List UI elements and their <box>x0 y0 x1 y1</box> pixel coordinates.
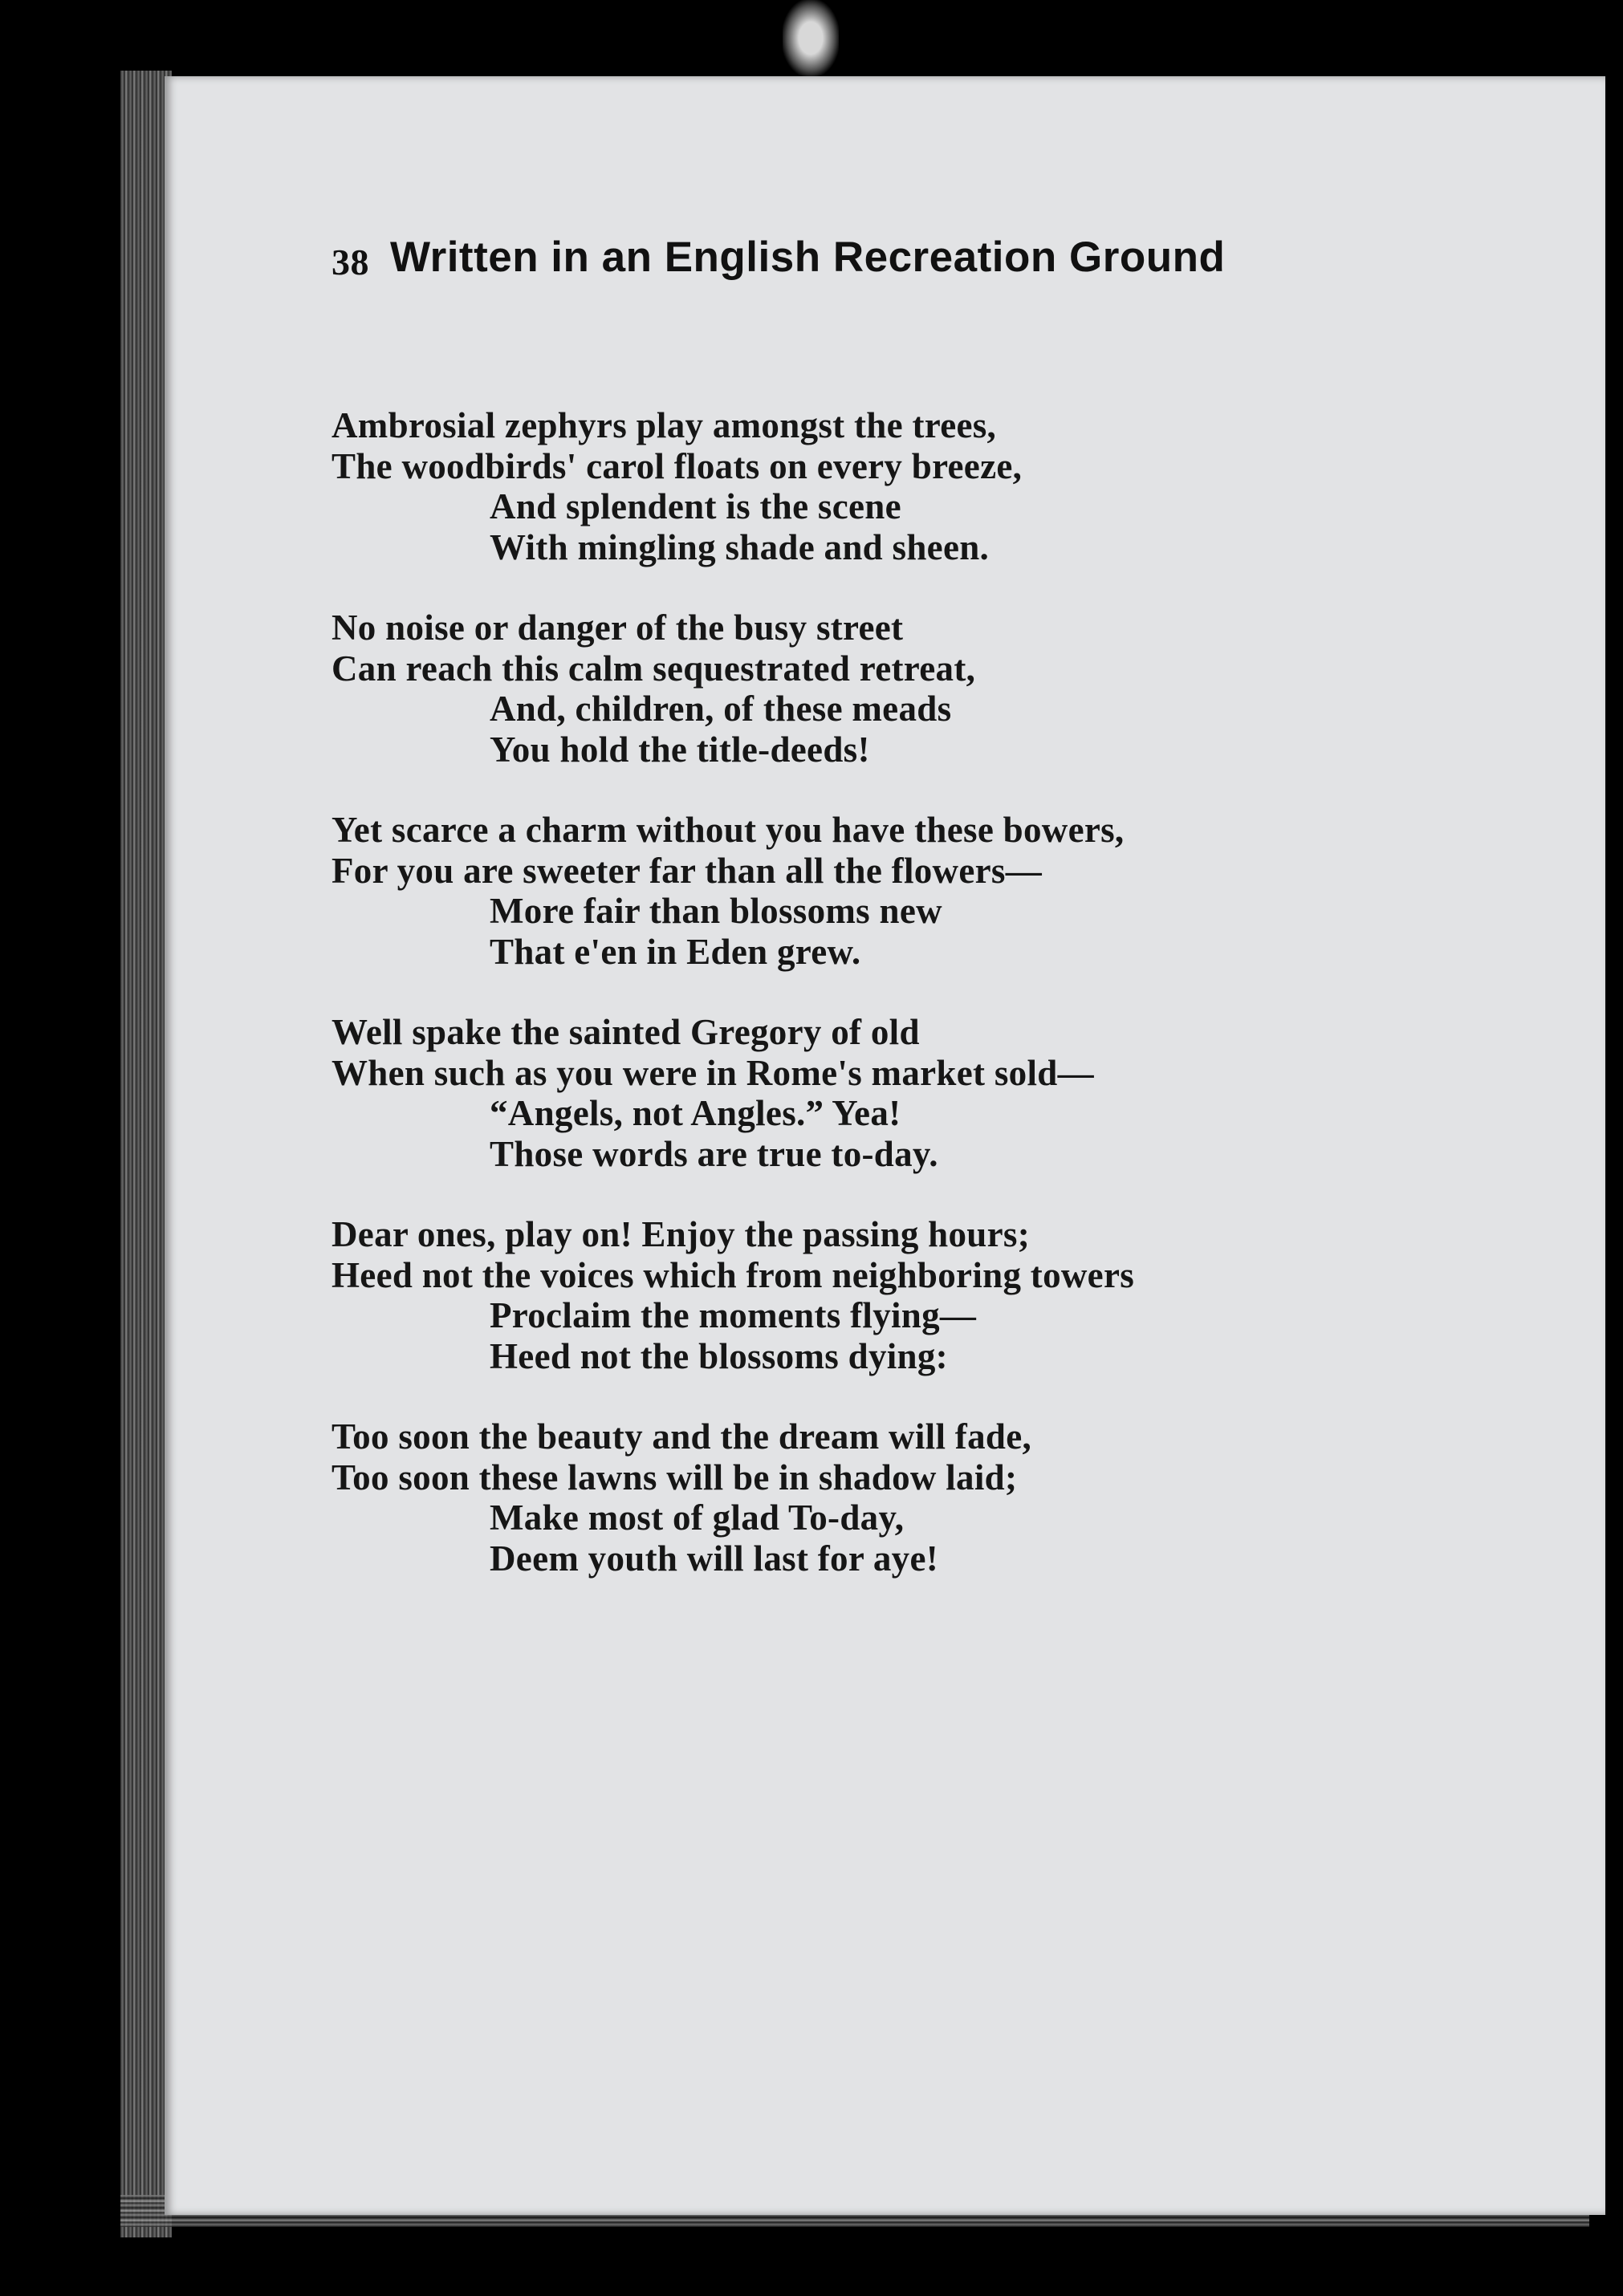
poem-line: Heed not the voices which from neighboring towers <box>332 1254 1135 1295</box>
page-number: 38 <box>332 242 369 282</box>
poem-line: Make most of glad To-day, <box>490 1497 905 1538</box>
stanza <box>332 1214 1455 1376</box>
poem-title: Written in an English Recreation Ground <box>390 234 1226 281</box>
poem-line: Heed not the blossoms dying: <box>490 1335 948 1376</box>
poem-line: More fair than blossoms new <box>490 891 942 931</box>
poem-line: “Angels, not Angles.” Yea! <box>490 1093 901 1133</box>
poem-line: For you are sweeter far than all the flowers— <box>332 850 1043 891</box>
poem-line: Deem youth will last for aye! <box>490 1538 939 1579</box>
poem-line: Those words are true to-day. <box>490 1133 938 1174</box>
poem-line: When such as you were in Rome's market sold— <box>332 1052 1094 1093</box>
poem-line: Can reach this calm sequestrated retreat, <box>332 648 976 689</box>
poem-line: The woodbirds' carol floats on every breeze, <box>332 445 1023 486</box>
stanza <box>332 608 1455 770</box>
poem-body <box>332 405 1455 1619</box>
poem-line: And splendent is the scene <box>490 486 901 526</box>
scan-artifact <box>783 0 839 76</box>
stanza <box>332 1416 1455 1579</box>
running-header <box>332 233 1439 282</box>
poem-line: That e'en in Eden grew. <box>490 931 861 972</box>
poem-line: Dear ones, play on! Enjoy the passing hours; <box>332 1214 1031 1254</box>
poem-line: Well spake the sainted Gregory of old <box>332 1012 920 1052</box>
poem-line: And, children, of these meads <box>490 689 952 729</box>
poem-line: Yet scarce a charm without you have these bowers, <box>332 810 1125 850</box>
poem-line: No noise or danger of the busy street <box>332 608 904 648</box>
poem-line: Too soon the beauty and the dream will fade, <box>332 1416 1032 1457</box>
poem-line: You hold the title-deeds! <box>490 729 870 770</box>
stanza <box>332 1012 1455 1174</box>
poem-line: Ambrosial zephyrs play amongst the trees, <box>332 405 997 445</box>
poem-line: Too soon these lawns will be in shadow laid; <box>332 1457 1018 1497</box>
poem-line: Proclaim the moments flying— <box>490 1295 977 1335</box>
stanza <box>332 810 1455 972</box>
stanza <box>332 405 1455 567</box>
poem-line: With mingling shade and sheen. <box>490 526 990 567</box>
